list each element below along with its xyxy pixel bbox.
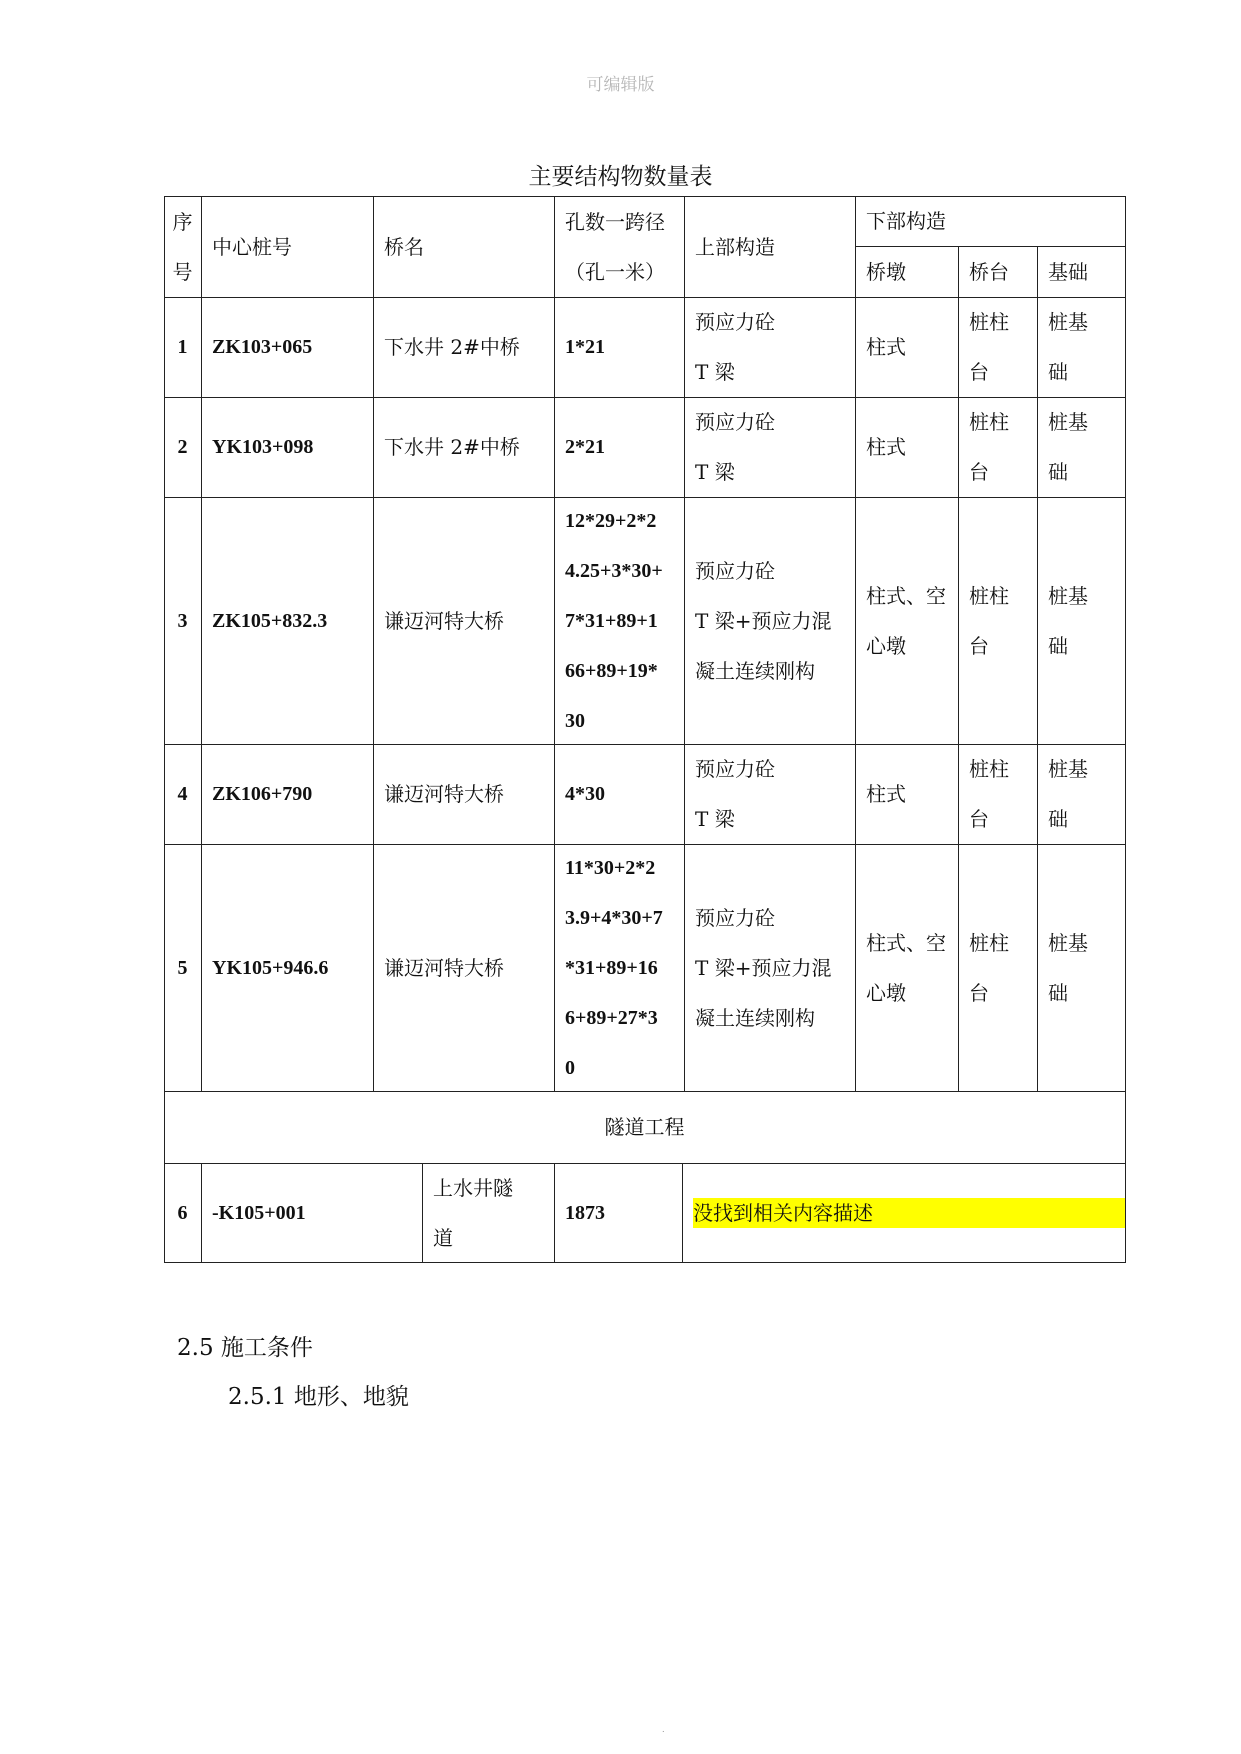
tunnel-no: 6	[177, 1201, 188, 1224]
row-upper: 预应力砼 T 梁+预应力混 凝土连续刚构	[695, 905, 832, 1030]
table-hline	[164, 1262, 1126, 1263]
tunnel-section-title: 隧道工程	[604, 1115, 685, 1139]
row-span: 11*30+2*2 3.9+4*30+7 *31+89+16 6+89+27*3 0	[565, 856, 663, 1079]
table-vline	[1125, 196, 1126, 1262]
row-abutment: 桩柱 台	[969, 310, 1009, 384]
row-bridge-name: 谦迈河特大桥	[384, 782, 504, 806]
row-span: 1*21	[565, 336, 605, 358]
row-span: 12*29+2*2 4.25+3*30+ 7*31+89+1 66+89+19* 30	[565, 509, 663, 732]
row-station: YK103+098	[212, 436, 314, 458]
tunnel-name: 上水井隧 道	[433, 1175, 513, 1250]
header-seq: 序 号	[172, 209, 193, 284]
row-pier: 柱式	[866, 435, 906, 459]
section-heading-2-5-1: 2.5.1 地形、地貌	[228, 1384, 409, 1410]
tunnel-length: 1873	[565, 1201, 605, 1224]
header-span: 孔数一跨径 （孔一米）	[565, 209, 665, 284]
table-title: 主要结构物数量表	[528, 164, 713, 190]
row-no: 3	[177, 609, 188, 632]
section-heading-2-5: 2.5 施工条件	[177, 1335, 313, 1361]
row-no: 1	[177, 336, 188, 358]
row-upper: 预应力砼 T 梁	[695, 757, 775, 831]
row-bridge-name: 下水井 2#中桥	[384, 435, 520, 459]
row-no: 4	[177, 783, 188, 805]
row-foundation: 桩基 础	[1048, 310, 1088, 384]
footer-dot: .	[662, 1725, 665, 1734]
header-foundation: 基础	[1048, 259, 1088, 284]
row-no: 5	[177, 956, 188, 979]
row-upper: 预应力砼 T 梁	[695, 410, 775, 484]
header-pier: 桥墩	[866, 259, 906, 284]
row-upper: 预应力砼 T 梁	[695, 310, 775, 384]
row-bridge-name: 谦迈河特大桥	[384, 608, 504, 633]
watermark: 可编辑版	[586, 75, 655, 95]
row-bridge-name: 谦迈河特大桥	[384, 955, 504, 980]
row-station: YK105+946.6	[212, 956, 329, 979]
header-abutment: 桥台	[969, 259, 1009, 284]
header-upper: 上部构造	[695, 234, 775, 259]
row-pier: 柱式、空 心墩	[866, 583, 946, 658]
row-bridge-name: 下水井 2#中桥	[384, 335, 520, 359]
header-lower: 下部构造	[866, 209, 946, 233]
row-pier: 柱式	[866, 782, 906, 806]
row-abutment: 桩柱 台	[969, 410, 1009, 484]
row-foundation: 桩基 础	[1048, 410, 1088, 484]
tunnel-note: 没找到相关内容描述	[682, 1163, 1125, 1262]
row-station: ZK105+832.3	[212, 609, 328, 632]
row-abutment: 桩柱 台	[969, 583, 1009, 658]
row-foundation: 桩基 础	[1048, 583, 1088, 658]
row-span: 2*21	[565, 436, 605, 458]
row-station: ZK106+790	[212, 783, 313, 805]
row-abutment: 桩柱 台	[969, 757, 1009, 831]
row-upper: 预应力砼 T 梁+预应力混 凝土连续刚构	[695, 558, 832, 683]
row-pier: 柱式、空 心墩	[866, 930, 946, 1005]
tunnel-station: -K105+001	[212, 1201, 306, 1224]
row-foundation: 桩基 础	[1048, 930, 1088, 1005]
row-foundation: 桩基 础	[1048, 757, 1088, 831]
row-span: 4*30	[565, 783, 605, 805]
row-pier: 柱式	[866, 335, 906, 359]
header-station: 中心桩号	[212, 234, 292, 259]
row-station: ZK103+065	[212, 336, 313, 358]
row-abutment: 桩柱 台	[969, 930, 1009, 1005]
row-no: 2	[177, 436, 188, 458]
header-bridge-name: 桥名	[384, 234, 424, 259]
